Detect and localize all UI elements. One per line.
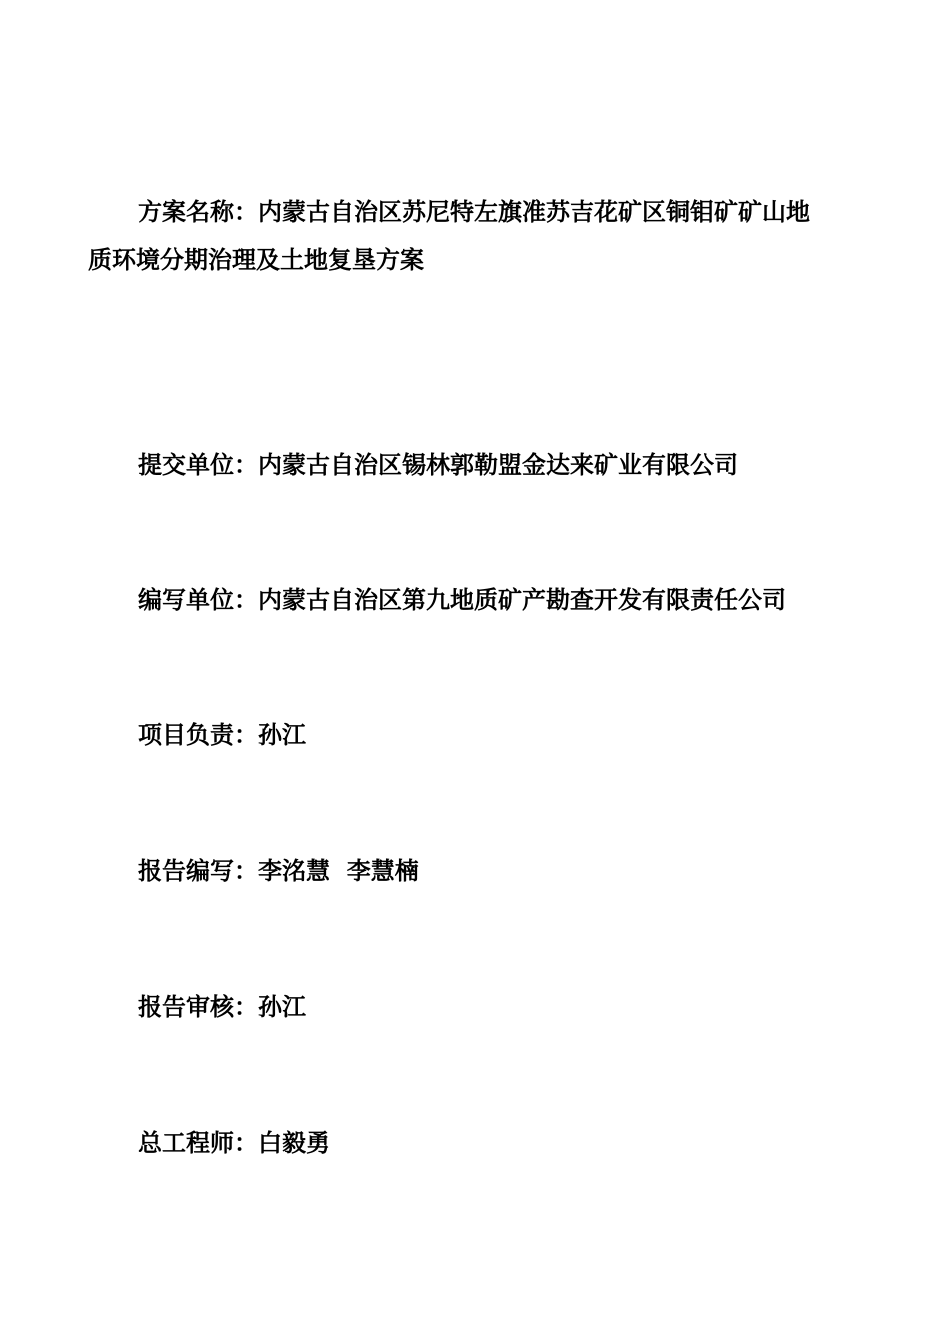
field-label: 提交单位：: [138, 451, 258, 479]
field-label: 编写单位：: [138, 586, 258, 614]
field-label: 项目负责：: [138, 721, 258, 749]
field-label: 报告审核：: [138, 993, 258, 1021]
plan-name-value-1: 内蒙古自治区苏尼特左旗准苏吉花矿区铜钼矿矿山地: [258, 198, 810, 226]
field-value: 白毅勇: [258, 1129, 330, 1157]
field-submitting-unit: [138, 451, 738, 479]
field-label: 报告编写：: [138, 857, 258, 885]
field-value: 孙江: [258, 993, 306, 1021]
field-compiling-unit: [138, 586, 786, 614]
field-label: 总工程师：: [138, 1129, 258, 1157]
plan-name-block: [88, 188, 858, 284]
field-value: 内蒙古自治区锡林郭勒盟金达来矿业有限公司: [258, 451, 738, 479]
field-report-authors: [138, 857, 419, 885]
plan-name-label: 方案名称：: [138, 198, 258, 226]
plan-name-value-2: 质环境分期治理及土地复垦方案: [88, 246, 424, 274]
field-report-reviewer: [138, 993, 306, 1021]
field-value: 李洺慧 李慧楠: [258, 857, 419, 885]
plan-name-line-1: [88, 188, 858, 236]
field-value: 内蒙古自治区第九地质矿产勘查开发有限责任公司: [258, 586, 786, 614]
field-value: 孙江: [258, 721, 306, 749]
field-chief-engineer: [138, 1129, 330, 1157]
plan-name-line-2: [88, 236, 858, 284]
field-project-lead: [138, 721, 306, 749]
